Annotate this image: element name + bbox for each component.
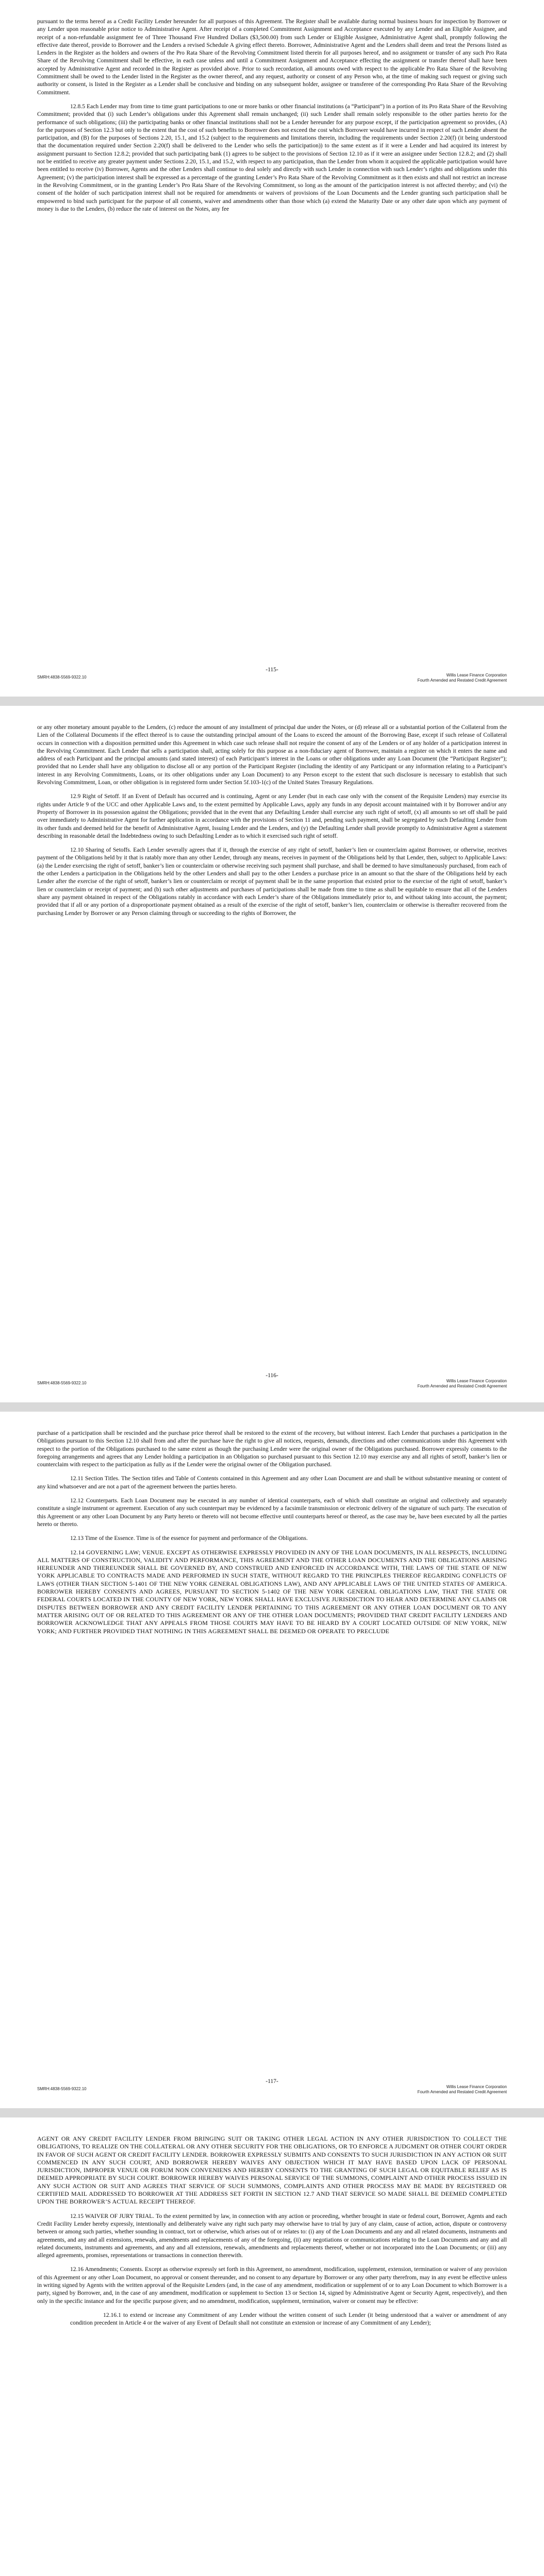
section-12-9-paragraph: 12.9 Right of Setoff. If an Event of Default has occurred and is continuing, Agent or any Lender (but in each case only with the consent of the Requisite Lenders) may exercise its rights under Article 9 of the UCC and other Applicable Laws and, to the extent permitted by Applicable Laws, apply any funds in any deposit account maintained with it by Borrower and/or any Property of Borrower in its possession against the Obligations; provided that in the event that any Defaulting Lender shall exercise any such right of setoff, (x) all amounts so set off shall be paid over immediately to Administrative Agent for further application in accordance with the provisions of Section 11 and, pending such payment, shall be segregated by such Defaulting Lender from its other funds and deemed held for the benefit of Administrative Agent, Issuing Lender and the Lenders, and (y) the Defaulting Lender shall provide promptly to Administrative Agent a statement describing in reasonable detail the Indebtedness owing to such Defaulting Lender as to which it exercised such right of setoff. <box>37 793 507 839</box>
footer-right <box>418 2084 507 2095</box>
doc-id: SMRH:4838-5569-9322.10 <box>37 1381 87 1385</box>
page-sheet <box>0 1412 544 2108</box>
section-12-12-paragraph: 12.12 Counterparts. Each Loan Document may be executed in any number of identical counterparts, each of which shall constitute an original and collectively and separately constitute a single instrument or agreement. Execution of any such counterpart may be evidenced by a facsimile transmission or electronic delivery of the signature of such party. The execution of this Agreement or any other Loan Document by any Party hereto or thereto will not become effective until counterparts hereof or thereof, as the case may be, have been executed by all the parties hereto or thereto. <box>37 1497 507 1528</box>
section-12-16-paragraph: 12.16 Amendments; Consents. Except as otherwise expressly set forth in this Agreement, no amendment, modification, supplement, extension, termination or waiver of any provision of this Agreement or any other Loan Document, no approval or consent thereunder, and no consent to any departure by Borrower or any other party therefrom, may in any event be effective unless in writing signed by Agents with the written approval of the Requisite Lenders (and, in the case of any amendment, modification or supplement of or to any Loan Document to which Borrower is a party, signed by Borrower, and, in the case of any amendment, modification or supplement to Section 13 or Section 14, signed by Administrative Agent or Security Agent, respectively), and then only in the specific instance and for the specific purpose given; and no amendment, modification, supplement, termination, waiver or consent may be effective: <box>37 2266 507 2304</box>
body-paragraph: pursuant to the terms hereof as a Credit Facility Lender hereunder for all purposes of this Agreement. The Register shall be available during normal business hours for inspection by Borrower or any Lender upon reasonable prior notice to Administrative Agent. After receipt of a completed Commitment Assignment and Acceptance executed by any Lender and an Eligible Assignee, and receipt of a non-refundable assignment fee of Three Thousand Five Hundred Dollars ($3,500.00) from such Lender or Eligible Assignee, Administrative Agent shall, promptly following the effective date thereof, provide to Borrower and the Lenders a revised Schedule A giving effect thereto. Borrower, Administrative Agent and the Lenders shall deem and treat the Persons listed as Lenders in the Register as the holders and owners of the Pro Rata Share of the Revolving Commitment listed therein for all purposes hereof, and no assignment or transfer of any such Pro Rata Share of the Revolving Commitment shall be effective, in each case unless and until a Commitment Assignment and Acceptance effecting the assignment or transfer thereof shall have been accepted by Administrative Agent and recorded in the Register as provided above. Prior to such recordation, all amounts owed with respect to the applicable Pro Rata Share of the Revolving Commitment shall be owed to the Lender listed in the Register as the owner thereof, and any request, authority or consent of any Person who, at the time of making such request or giving such authority or consent, is listed in the Register as a Lender shall be conclusive and binding on any subsequent holder, assignee or transferee of the corresponding Pro Rata Share of the Revolving Commitment. <box>37 18 507 96</box>
section-12-15-paragraph: 12.15 WAIVER OF JURY TRIAL. To the extent permitted by law, in connection with any action or proceeding, whether brought in state or federal court, Borrower, Agents and each Credit Facility Lender hereby expressly, intentionally and deliberately waive any right such party may otherwise have to trial by jury of any claim, cause of action, action, dispute or controversy between or among such parties, whether sounding in contract, tort or otherwise, which arises out of or relates to: (i) any of the Loan Documents and any and all related documents, instruments and agreements, and any and all extensions, renewals, amendments and replacements of any of the foregoing, (ii) any negotiations or communications relating to the Loan Documents and any and all related documents, instruments and agreements, and any and all extensions, renewals, amendments and replacements thereof, whether or not incorporated into the Loan Documents; or (iii) any alleged agreements, promises, representations or transactions in connection therewith. <box>37 2212 507 2259</box>
page-footer <box>37 667 507 682</box>
page-footer <box>37 1372 507 1388</box>
page-sheet <box>0 706 544 1402</box>
page-sheet <box>0 0 544 697</box>
doc-id: SMRH:4838-5569-9322.10 <box>37 2087 87 2091</box>
page-sheet <box>0 2117 544 2576</box>
page-body <box>37 723 507 923</box>
body-paragraph: purchase of a participation shall be rescinded and the purchase price thereof shall be restored to the extent of the recovery, but without interest. Each Lender that purchases a participation in the Obligations pursuant to this Section 12.10 shall from and after the purchase have the right to give all notices, requests, demands, directions and other communications under this Agreement with respect to the portion of the Obligations purchased to the same extent as though the purchasing Lender were the original owner of the Obligations purchased. Borrower expressly consents to the foregoing arrangements and agrees that any Lender holding a participation in an Obligation so purchased pursuant to this Section 12.10 may exercise any and all rights of setoff, banker’s lien or counterclaim with respect to the participation as fully as if the Lender were the original owner of the Obligation purchased. <box>37 1430 507 1468</box>
page-body <box>37 2135 507 2333</box>
section-12-10-paragraph: 12.10 Sharing of Setoffs. Each Lender severally agrees that if it, through the exercise of any right of setoff, banker’s lien or counterclaim against Borrower, or otherwise, receives payment of the Obligations held by it that is ratably more than any other Lender, through any means, receives in payment of the Obligations held by that Lender, then, subject to Applicable Laws: (a) the Lender exercising the right of setoff, banker’s lien or counterclaim or otherwise receiving such payment shall purchase, and shall be deemed to have simultaneously purchased, from each of the other Lenders a participation in the Obligations held by the other Lenders and shall pay to the other Lenders a purchase price in an amount so that the share of the Obligations held by each Lender after the exercise of the right of setoff, banker’s lien or counterclaim or receipt of payment shall be in the same proportion that existed prior to the exercise of the right of setoff, banker’s lien or counterclaim or receipt of payment; and (b) such other adjustments and purchases of participations shall be made from time to time as shall be equitable to ensure that all of the Lenders share any payment obtained in respect of the Obligations ratably in accordance with each Lender’s share of the Obligations immediately prior to, and without taking into account, the payment; provided that if all or any portion of a disproportionate payment obtained as a result of the exercise of the right of setoff, banker’s lien, counterclaim or otherwise is thereafter recovered from the purchasing Lender by Borrower or any Person claiming through or succeeding to the rights of Borrower, the <box>37 846 507 917</box>
company-name: Willis Lease Finance Corporation <box>446 1379 507 1383</box>
section-12-14-paragraph: 12.14 GOVERNING LAW; VENUE. EXCEPT AS OTHERWISE EXPRESSLY PROVIDED IN ANY OF THE LOAN DOCUMENTS, IN ALL RESPECTS, INCLUDING ALL MATTERS OF CONSTRUCTION, VALIDITY AND PERFORMANCE, THIS AGREEMENT AND THE OTHER LOAN DOCUMENTS AND THE OBLIGATIONS ARISING HEREUNDER AND THEREUNDER SHALL BE GOVERNED BY, AND CONSTRUED AND ENFORCED IN ACCORDANCE WITH, THE LAWS OF THE STATE OF NEW YORK APPLICABLE TO CONTRACTS MADE AND PERFORMED IN SUCH STATE, WITHOUT REGARD TO THE PRINCIPLES THEREOF REGARDING CONFLICTS OF LAWS (OTHER THAN SECTION 5-1401 OF THE NEW YORK GENERAL OBLIGATIONS LAW), AND ANY APPLICABLE LAWS OF THE UNITED STATES OF AMERICA. BORROWER HEREBY CONSENTS AND AGREES, PURSUANT TO SECTION 5-1402 OF THE NEW YORK GENERAL OBLIGATIONS LAW, THAT THE STATE OR FEDERAL COURTS LOCATED IN THE COUNTY OF NEW YORK, NEW YORK SHALL HAVE EXCLUSIVE JURISDICTION TO HEAR AND DETERMINE ANY CLAIMS OR DISPUTES BETWEEN BORROWER AND ANY CREDIT FACILITY LENDER PERTAINING TO THIS AGREEMENT OR ANY OTHER LOAN DOCUMENT OR TO ANY MATTER ARISING OUT OF OR RELATED TO THIS AGREEMENT OR ANY OF THE OTHER LOAN DOCUMENTS; PROVIDED THAT CREDIT FACILITY LENDERS AND BORROWER ACKNOWLEDGE THAT ANY APPEALS FROM THOSE COURTS MAY HAVE TO BE HEARD BY A COURT LOCATED OUTSIDE OF NEW YORK, NEW YORK; AND FURTHER PROVIDED THAT NOTHING IN THIS AGREEMENT SHALL BE DEEMED OR OPERATE TO PRECLUDE <box>37 1548 507 1635</box>
page-number: -116- <box>266 1372 278 1379</box>
section-12-11-paragraph: 12.11 Section Titles. The Section titles and Table of Contents contained in this Agreement and any other Loan Document are and shall be without substantive meaning or content of any kind whatsoever and are not a part of the agreement between the parties hereto. <box>37 1475 507 1490</box>
agreement-name: Fourth Amended and Restated Credit Agreement <box>417 678 507 683</box>
page-body <box>37 1429 507 1641</box>
doc-id: SMRH:4838-5569-9322.10 <box>37 675 87 680</box>
page-body <box>37 18 507 219</box>
agreement-name: Fourth Amended and Restated Credit Agreement <box>417 1384 507 1388</box>
section-12-8-5-paragraph: 12.8.5 Each Lender may from time to time grant participations to one or more banks or other financial institutions (a “Participant”) in a portion of its Pro Rata Share of the Revolving Commitment; provided that (i) such Lender’s obligations under this Agreement shall remain unchanged; (ii) such Lender shall remain solely responsible to the other parties hereto for the performance of such obligations; (iii) the participating banks or other financial institutions shall not be a Lender hereunder for any purpose except, if the participation agreement so provides, (A) for the purposes of Section 12.3 but only to the extent that the cost of such benefits to Borrower does not exceed the cost which Borrower would have incurred in respect of such Lender absent the participation, and (B) for the purposes of Sections 2.20, 15.1, and 15.2 (subject to the requirements and limitations therein, including the requirements under Section 2.20(f) (it being understood that the documentation required under Section 2.20(f) shall be delivered to the Lender who sells the participation)) to the same extent as if it were a Lender and had acquired its interest by assignment pursuant to Section 12.8.2; provided that such participating bank (1) agrees to be subject to the provisions of Section 12.10 as if it were an assignee under Section 12.8.2; and (2) shall not be entitled to receive any greater payment under Sections 2.20, 15.1, and 15.2, with respect to any participation, than the Lender from whom it acquired the applicable participation would have been entitled to receive (iv) Borrower, Agents and the other Lenders shall continue to deal solely and directly with such Lender in connection with such Lender’s rights and obligations under this Agreement; (v) the participation interest shall be expressed as a percentage of the granting Lender’s Pro Rata Share of the Revolving Commitment as it then exists and shall not restrict an increase in the Revolving Commitment, or in the granting Lender’s Pro Rata Share of the Revolving Commitment, so long as the amount of the participation interest is not affected thereby; and (vi) the consent of the holder of such participation interest shall not be required for amendments or waivers of provisions of the Loan Documents and the Lender granting such participation shall be empowered to bind such participant for the purpose of all consents, waiver and amendments other than those which (a) extend the Maturity Date or any other date upon which any payment of money is due to the Lenders, (b) reduce the rate of interest on the Notes, any fee <box>37 103 507 212</box>
company-name: Willis Lease Finance Corporation <box>446 673 507 677</box>
agreement-name: Fourth Amended and Restated Credit Agreement <box>417 2090 507 2094</box>
section-12-16-1-paragraph: 12.16.1 to extend or increase any Commitment of any Lender without the written consent of such Lender (it being understood that a waiver or amendment of any condition precedent in Article 4 or the waiver of any Event of Default shall not constitute an extension or increase of any Commitment of any Lender); <box>70 2311 507 2327</box>
company-name: Willis Lease Finance Corporation <box>446 2084 507 2089</box>
section-12-13-paragraph: 12.13 Time of the Essence. Time is of the essence for payment and performance of the Obligations. <box>70 1535 308 1542</box>
page-number: -115- <box>266 667 278 673</box>
body-paragraph: AGENT OR ANY CREDIT FACILITY LENDER FROM BRINGING SUIT OR TAKING OTHER LEGAL ACTION IN ANY OTHER JURISDICTION TO COLLECT THE OBLIGATIONS, TO REALIZE ON THE COLLATERAL OR ANY OTHER SECURITY FOR THE OBLIGATIONS, OR TO ENFORCE A JUDGMENT OR OTHER COURT ORDER IN FAVOR OF SUCH AGENT OR CREDIT FACILITY LENDER. BORROWER EXPRESSLY SUBMITS AND CONSENTS TO SUCH JURISDICTION IN ANY ACTION OR SUIT COMMENCED IN ANY SUCH COURT, AND BORROWER HEREBY WAIVES ANY OBJECTION WHICH IT MAY HAVE BASED UPON LACK OF PERSONAL JURISDICTION, IMPROPER VENUE OR FORUM NON CONVENIENS AND HEREBY CONSENTS TO THE GRANTING OF SUCH LEGAL OR EQUITABLE RELIEF AS IS DEEMED APPROPRIATE BY SUCH COURT. BORROWER HEREBY WAIVES PERSONAL SERVICE OF THE SUMMONS, COMPLAINT AND OTHER PROCESS ISSUED IN ANY SUCH ACTION OR SUIT AND AGREES THAT SERVICE OF SUCH SUMMONS, COMPLAINTS AND OTHER PROCESS MAY BE MADE BY REGISTERED OR CERTIFIED MAIL ADDRESSED TO BORROWER AT THE ADDRESS SET FORTH IN SECTION 12.7 AND THAT SERVICE SO MADE SHALL BE DEEMED COMPLETED UPON THE BORROWER’S ACTUAL RECEIPT THEREOF. <box>37 2135 507 2206</box>
body-paragraph: or any other monetary amount payable to the Lenders, (c) reduce the amount of any installment of principal due under the Notes, or (d) release all or a substantial portion of the Collateral from the Lien of the Collateral Documents if the effect thereof is to cause the outstanding principal amount of the Loans to exceed the amount of the Borrowing Base, except if such release of Collateral occurs in connection with a disposition permitted under this Agreement in which case such release shall not require the consent of any of the Lenders or of any holder of a participation interest in the Revolving Commitment. Each Lender that sells a participation shall, acting solely for this purpose as a non-fiduciary agent of Borrower, maintain a register on which it enters the name and address of each Participant and the principal amounts (and stated interest) of each Participant’s interest in the Loans or other obligations under any Loan Document (the “Participant Register”); provided that no Lender shall have any obligation to disclose all or any portion of the Participant Register (including the identity of any Participant or any information relating to a Participant’s interest in any Revolving Commitments, Loans, or its other obligations under any Loan Document) to any Person except to the extent that such disclosure is necessary to establish that such Revolving Commitment, Loan, or other obligation is in registered form under Section 5f.103-1(c) of the United States Treasury Regulations. <box>37 724 507 786</box>
footer-right <box>418 1379 507 1389</box>
footer-right <box>418 673 507 683</box>
page-footer <box>37 2078 507 2094</box>
page-number: -117- <box>266 2078 278 2084</box>
